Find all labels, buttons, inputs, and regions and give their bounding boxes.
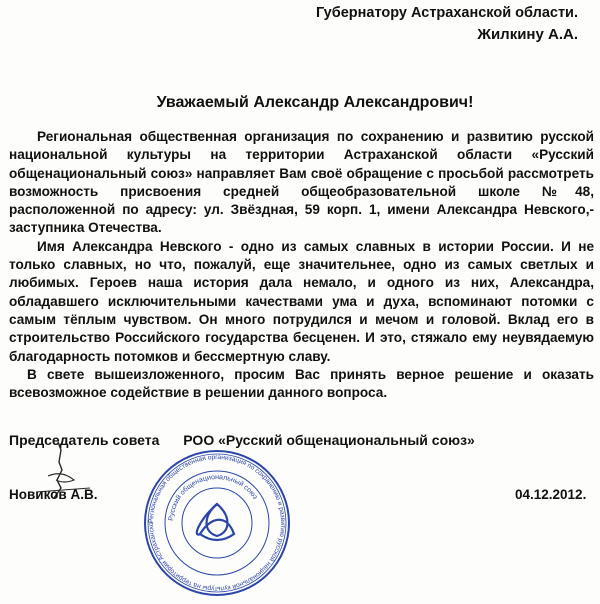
stamp-triquetra-icon xyxy=(197,504,234,540)
letter-date: 04.12.2012. xyxy=(515,487,587,502)
paragraph-nevsky: Имя Александра Невского - одно из самых славных в истории России. И не только славных, но что, пожалуй, еще значительнее, одно из самых светлых и любимых. Героев наша история дала немало, и одного из них, Александра, обладавшего исключительными качествами ума и духа, вспоминают потомки с самым тёплым чувством. Он много потрудился и мечом и головой. Вклад его в строительство Российского государства бесценен. И это, стяжало ему неувядаемую благодарность потомков и бессмертную славу. xyxy=(9,238,594,364)
paragraph-conclusion: В свете вышеизложенного, просим Вас принять верное решение и оказать всевозможное содействие в решении данного вопроса. xyxy=(9,366,594,401)
signer-name: Новиков А.В. xyxy=(9,487,98,502)
paragraph-request: Региональная общественная организация по сохранению и развитию русской национальной культуры на территории Астраханской области «Русский общенациональный союз» направляет Вам своё обращение с просьбой рассмотреть возможность присвоения средней общеобразовательной школе №48, расположенной по адресу: ул. Звёздная, 59 корп. 1, имени Александра Невского,- заступника Отечества. xyxy=(9,129,594,236)
stamp-rings xyxy=(145,451,289,595)
chairman-title: Председатель совета xyxy=(9,432,160,448)
letter-body xyxy=(9,128,594,402)
stamp-inner-text: Русский общенациональный союз xyxy=(168,473,259,522)
organization-stamp xyxy=(142,448,292,598)
signature-loop xyxy=(48,474,74,482)
stamp-outer-text: Региональная общественная организация по сохранению и развитию русской национальной культуры на территории Астраханско xyxy=(147,453,287,593)
organization-name: РОО «Русский общенациональный союз» xyxy=(183,432,475,448)
salutation: Уважаемый Александр Александрович! xyxy=(156,94,474,111)
addressee-name: Жилкину А.А. xyxy=(477,26,578,43)
addressee-title: Губернатору Астраханской области. xyxy=(316,5,578,21)
addressee-block xyxy=(316,4,578,44)
